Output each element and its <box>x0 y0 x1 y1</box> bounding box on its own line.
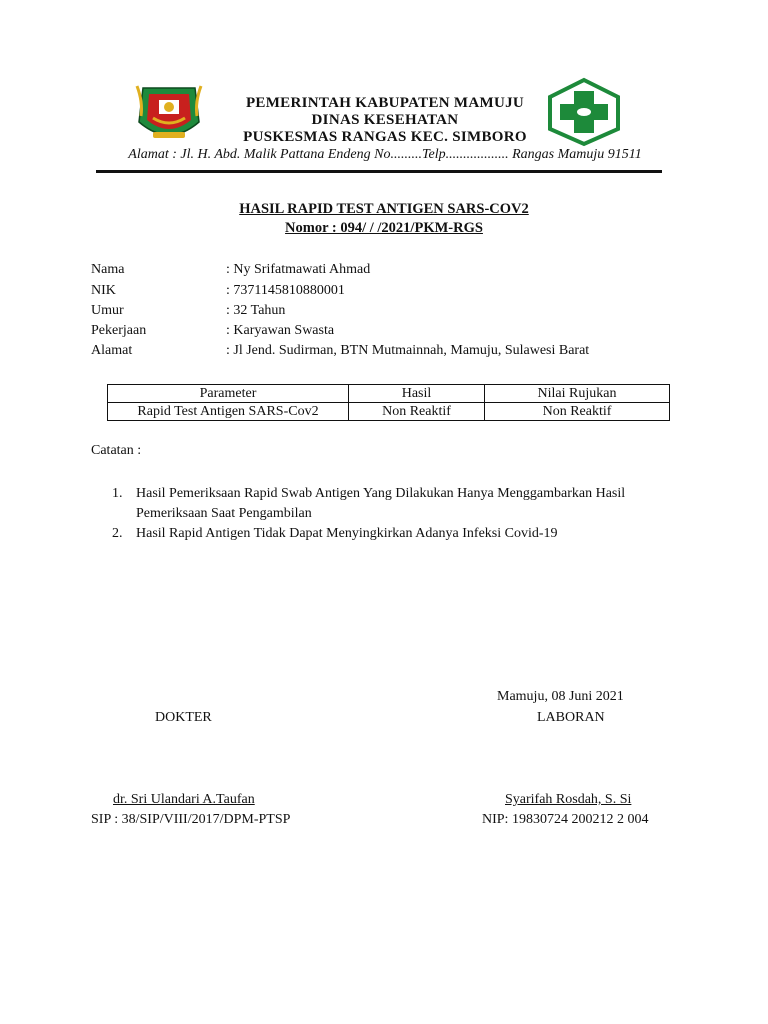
doctor-role: DOKTER <box>155 710 212 725</box>
lab-name: Syarifah Rosdah, S. Si <box>505 792 632 807</box>
doctor-name: dr. Sri Ulandari A.Taufan <box>113 792 255 807</box>
identity-value: : Karyawan Swasta <box>226 323 335 338</box>
table-cell: Rapid Test Antigen SARS-Cov2 <box>108 403 349 421</box>
table-header-row <box>108 385 670 403</box>
table-cell: Non Reaktif <box>485 403 670 421</box>
doctor-sip: SIP : 38/SIP/VIII/2017/DPM-PTSP <box>91 812 291 827</box>
identity-label: NIK <box>91 283 116 298</box>
table-row <box>108 403 670 421</box>
note-text: Hasil Pemeriksaan Rapid Swab Antigen Yang Dilakukan Hanya Menggambarkan Hasil Pemeriksaan Saat Pengambilan <box>136 486 626 521</box>
lab-nip: NIP: 19830724 200212 2 004 <box>482 812 649 827</box>
note-number: 2. <box>112 526 123 541</box>
table-header-cell: Nilai Rujukan <box>485 385 670 403</box>
place-date: Mamuju, 08 Juni 2021 <box>497 689 624 704</box>
list-item <box>112 484 672 524</box>
kop-line-2: DINAS KESEHATAN <box>311 112 459 128</box>
header-rule <box>96 170 662 173</box>
kop-line-3: PUSKESMAS RANGAS KEC. SIMBORO <box>243 129 527 145</box>
kop-address: Alamat : Jl. H. Abd. Malik Pattana Endeng No.........Telp.................. Rangas Mamuju 91511 <box>128 147 642 162</box>
identity-value: : 32 Tahun <box>226 303 286 318</box>
identity-value: : Ny Srifatmawati Ahmad <box>226 262 371 277</box>
result-table <box>107 384 670 421</box>
identity-label: Nama <box>91 262 125 277</box>
identity-label: Alamat <box>91 343 133 358</box>
list-item <box>112 524 672 544</box>
document-title <box>0 201 768 218</box>
table-cell: Non Reaktif <box>349 403 485 421</box>
table-header-cell: Parameter <box>108 385 349 403</box>
identity-label: Umur <box>91 303 124 318</box>
kop-line-1: PEMERINTAH KABUPATEN MAMUJU <box>245 95 525 111</box>
note-text: Hasil Rapid Antigen Tidak Dapat Menyingkirkan Adanya Infeksi Covid-19 <box>136 526 558 541</box>
identity-value: : Jl Jend. Sudirman, BTN Mutmainnah, Mamuju, Sulawesi Barat <box>226 343 590 358</box>
regency-logo <box>133 82 205 146</box>
document-number <box>0 220 768 237</box>
document-title-text: HASIL RAPID TEST ANTIGEN SARS-COV2 <box>239 201 529 217</box>
identity-value: : 7371145810880001 <box>226 283 345 298</box>
notes-label: Catatan : <box>91 443 142 458</box>
note-number: 1. <box>112 486 123 501</box>
identity-label: Pekerjaan <box>91 323 147 338</box>
table-header-cell: Hasil <box>349 385 485 403</box>
lab-role: LABORAN <box>537 710 605 725</box>
document-number-text: Nomor : 094/ / /2021/PKM-RGS <box>285 220 483 236</box>
